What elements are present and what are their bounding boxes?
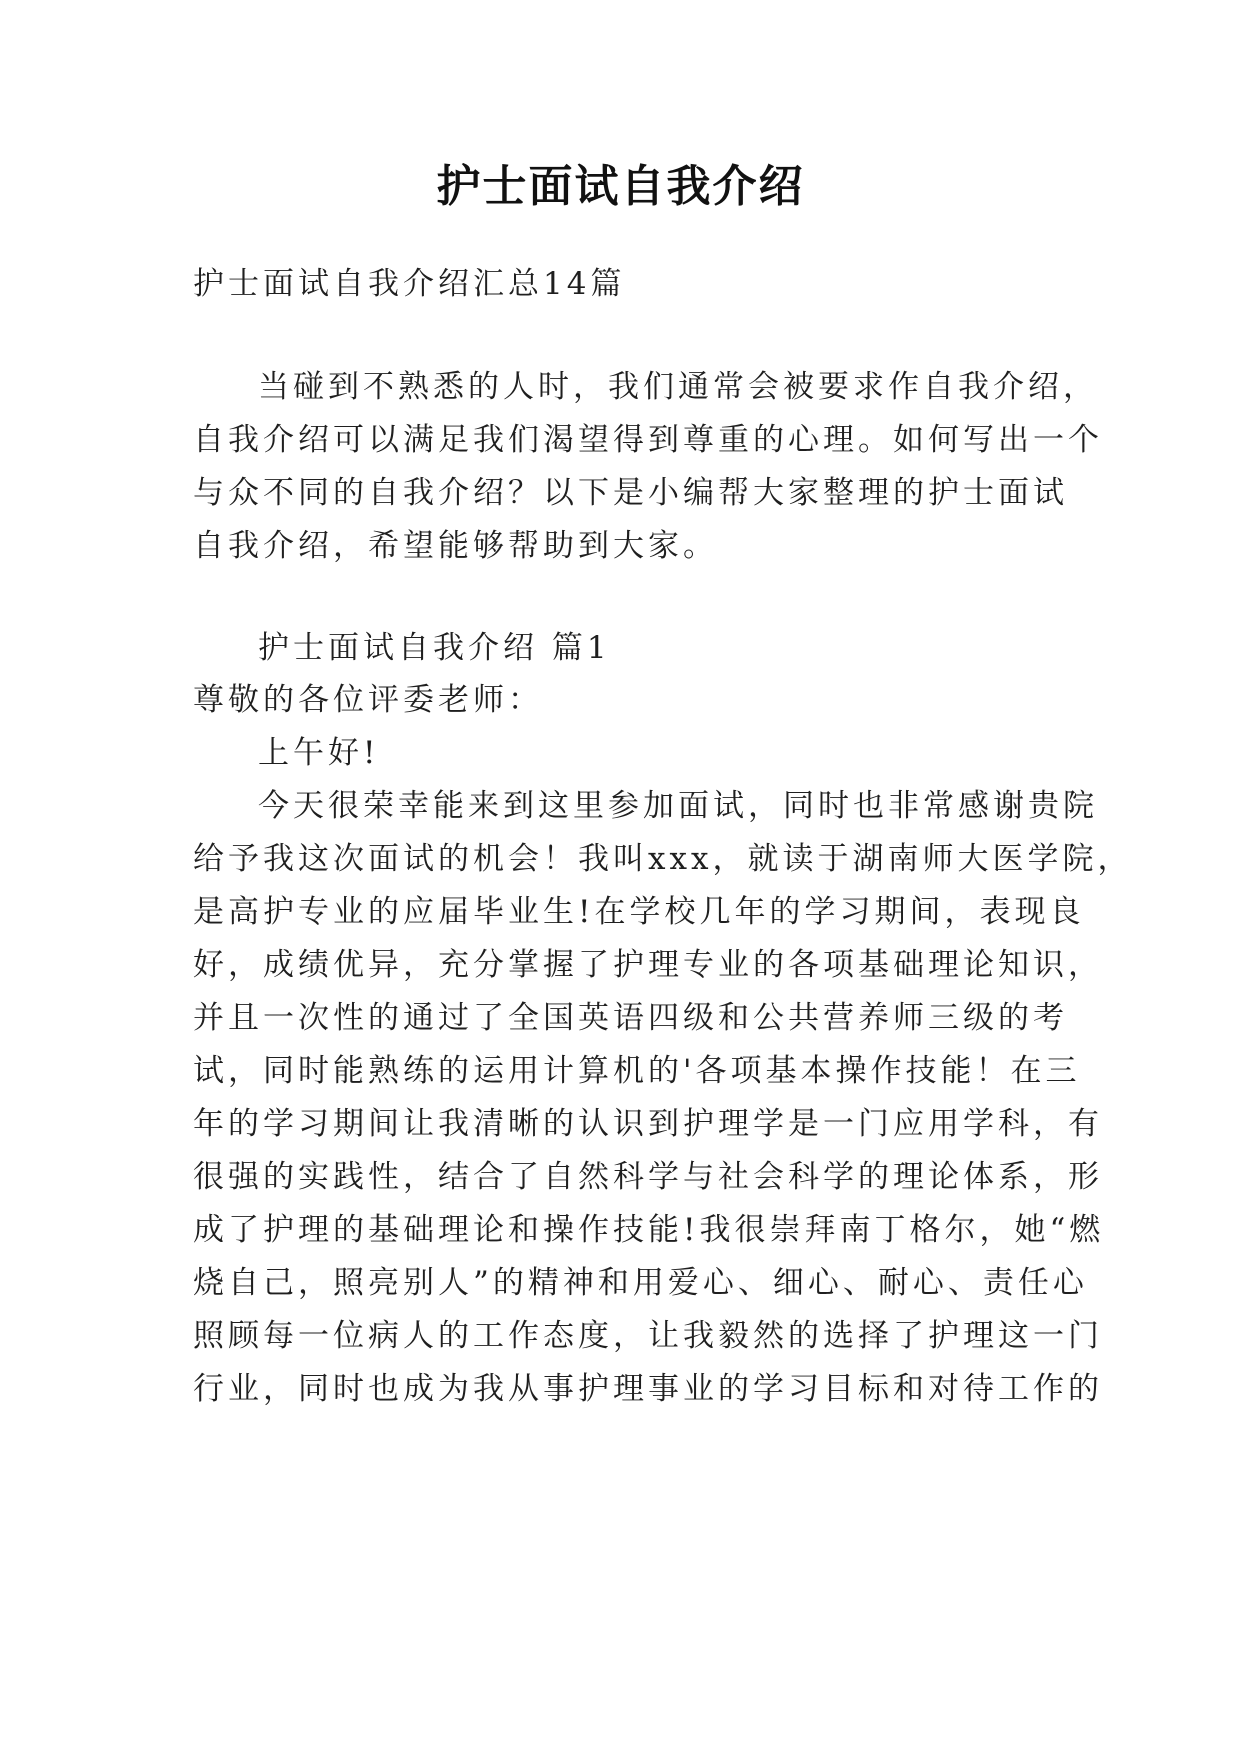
body-line: 给予我这次面试的机会！我叫xxx，就读于湖南师大医学院， bbox=[193, 841, 1133, 877]
body-line: 成了护理的基础理论和操作技能!我很崇拜南丁格尔，她“燃 bbox=[193, 1212, 1105, 1248]
body-line: 是高护专业的应届毕业生!在学校几年的学习期间，表现良 bbox=[193, 894, 1085, 930]
body-line: 今天很荣幸能来到这里参加面试，同时也非常感谢贵院 bbox=[258, 788, 1098, 824]
body-line: 烧自己，照亮别人”的精神和用爱心、细心、耐心、责任心 bbox=[193, 1265, 1088, 1301]
body-line: 照顾每一位病人的工作态度，让我毅然的选择了护理这一门 bbox=[193, 1318, 1103, 1354]
body-line: 并且一次性的通过了全国英语四级和公共营养师三级的考 bbox=[193, 1000, 1068, 1036]
document-title: 护士面试自我介绍 bbox=[436, 161, 805, 212]
salutation: 尊敬的各位评委老师： bbox=[193, 682, 543, 718]
intro-line: 与众不同的自我介绍？以下是小编帮大家整理的护士面试 bbox=[193, 475, 1068, 511]
intro-line: 自我介绍，希望能够帮助到大家。 bbox=[193, 528, 718, 564]
intro-line: 自我介绍可以满足我们渴望得到尊重的心理。如何写出一个 bbox=[193, 422, 1103, 458]
body-line: 好，成绩优异，充分掌握了护理专业的各项基础理论知识， bbox=[193, 947, 1103, 983]
document-subtitle: 护士面试自我介绍汇总14篇 bbox=[193, 266, 626, 302]
intro-line: 当碰到不熟悉的人时，我们通常会被要求作自我介绍， bbox=[258, 369, 1098, 405]
body-line: 很强的实践性，结合了自然科学与社会科学的理论体系，形 bbox=[193, 1159, 1103, 1195]
greeting: 上午好! bbox=[258, 735, 380, 771]
body-line: 试，同时能熟练的运用计算机的'各项基本操作技能！在三 bbox=[193, 1053, 1081, 1089]
body-line: 年的学习期间让我清晰的认识到护理学是一门应用学科，有 bbox=[193, 1106, 1103, 1142]
body-line: 行业，同时也成为我从事护理事业的学习目标和对待工作的 bbox=[193, 1371, 1103, 1407]
section-heading: 护士面试自我介绍 篇1 bbox=[258, 630, 611, 666]
